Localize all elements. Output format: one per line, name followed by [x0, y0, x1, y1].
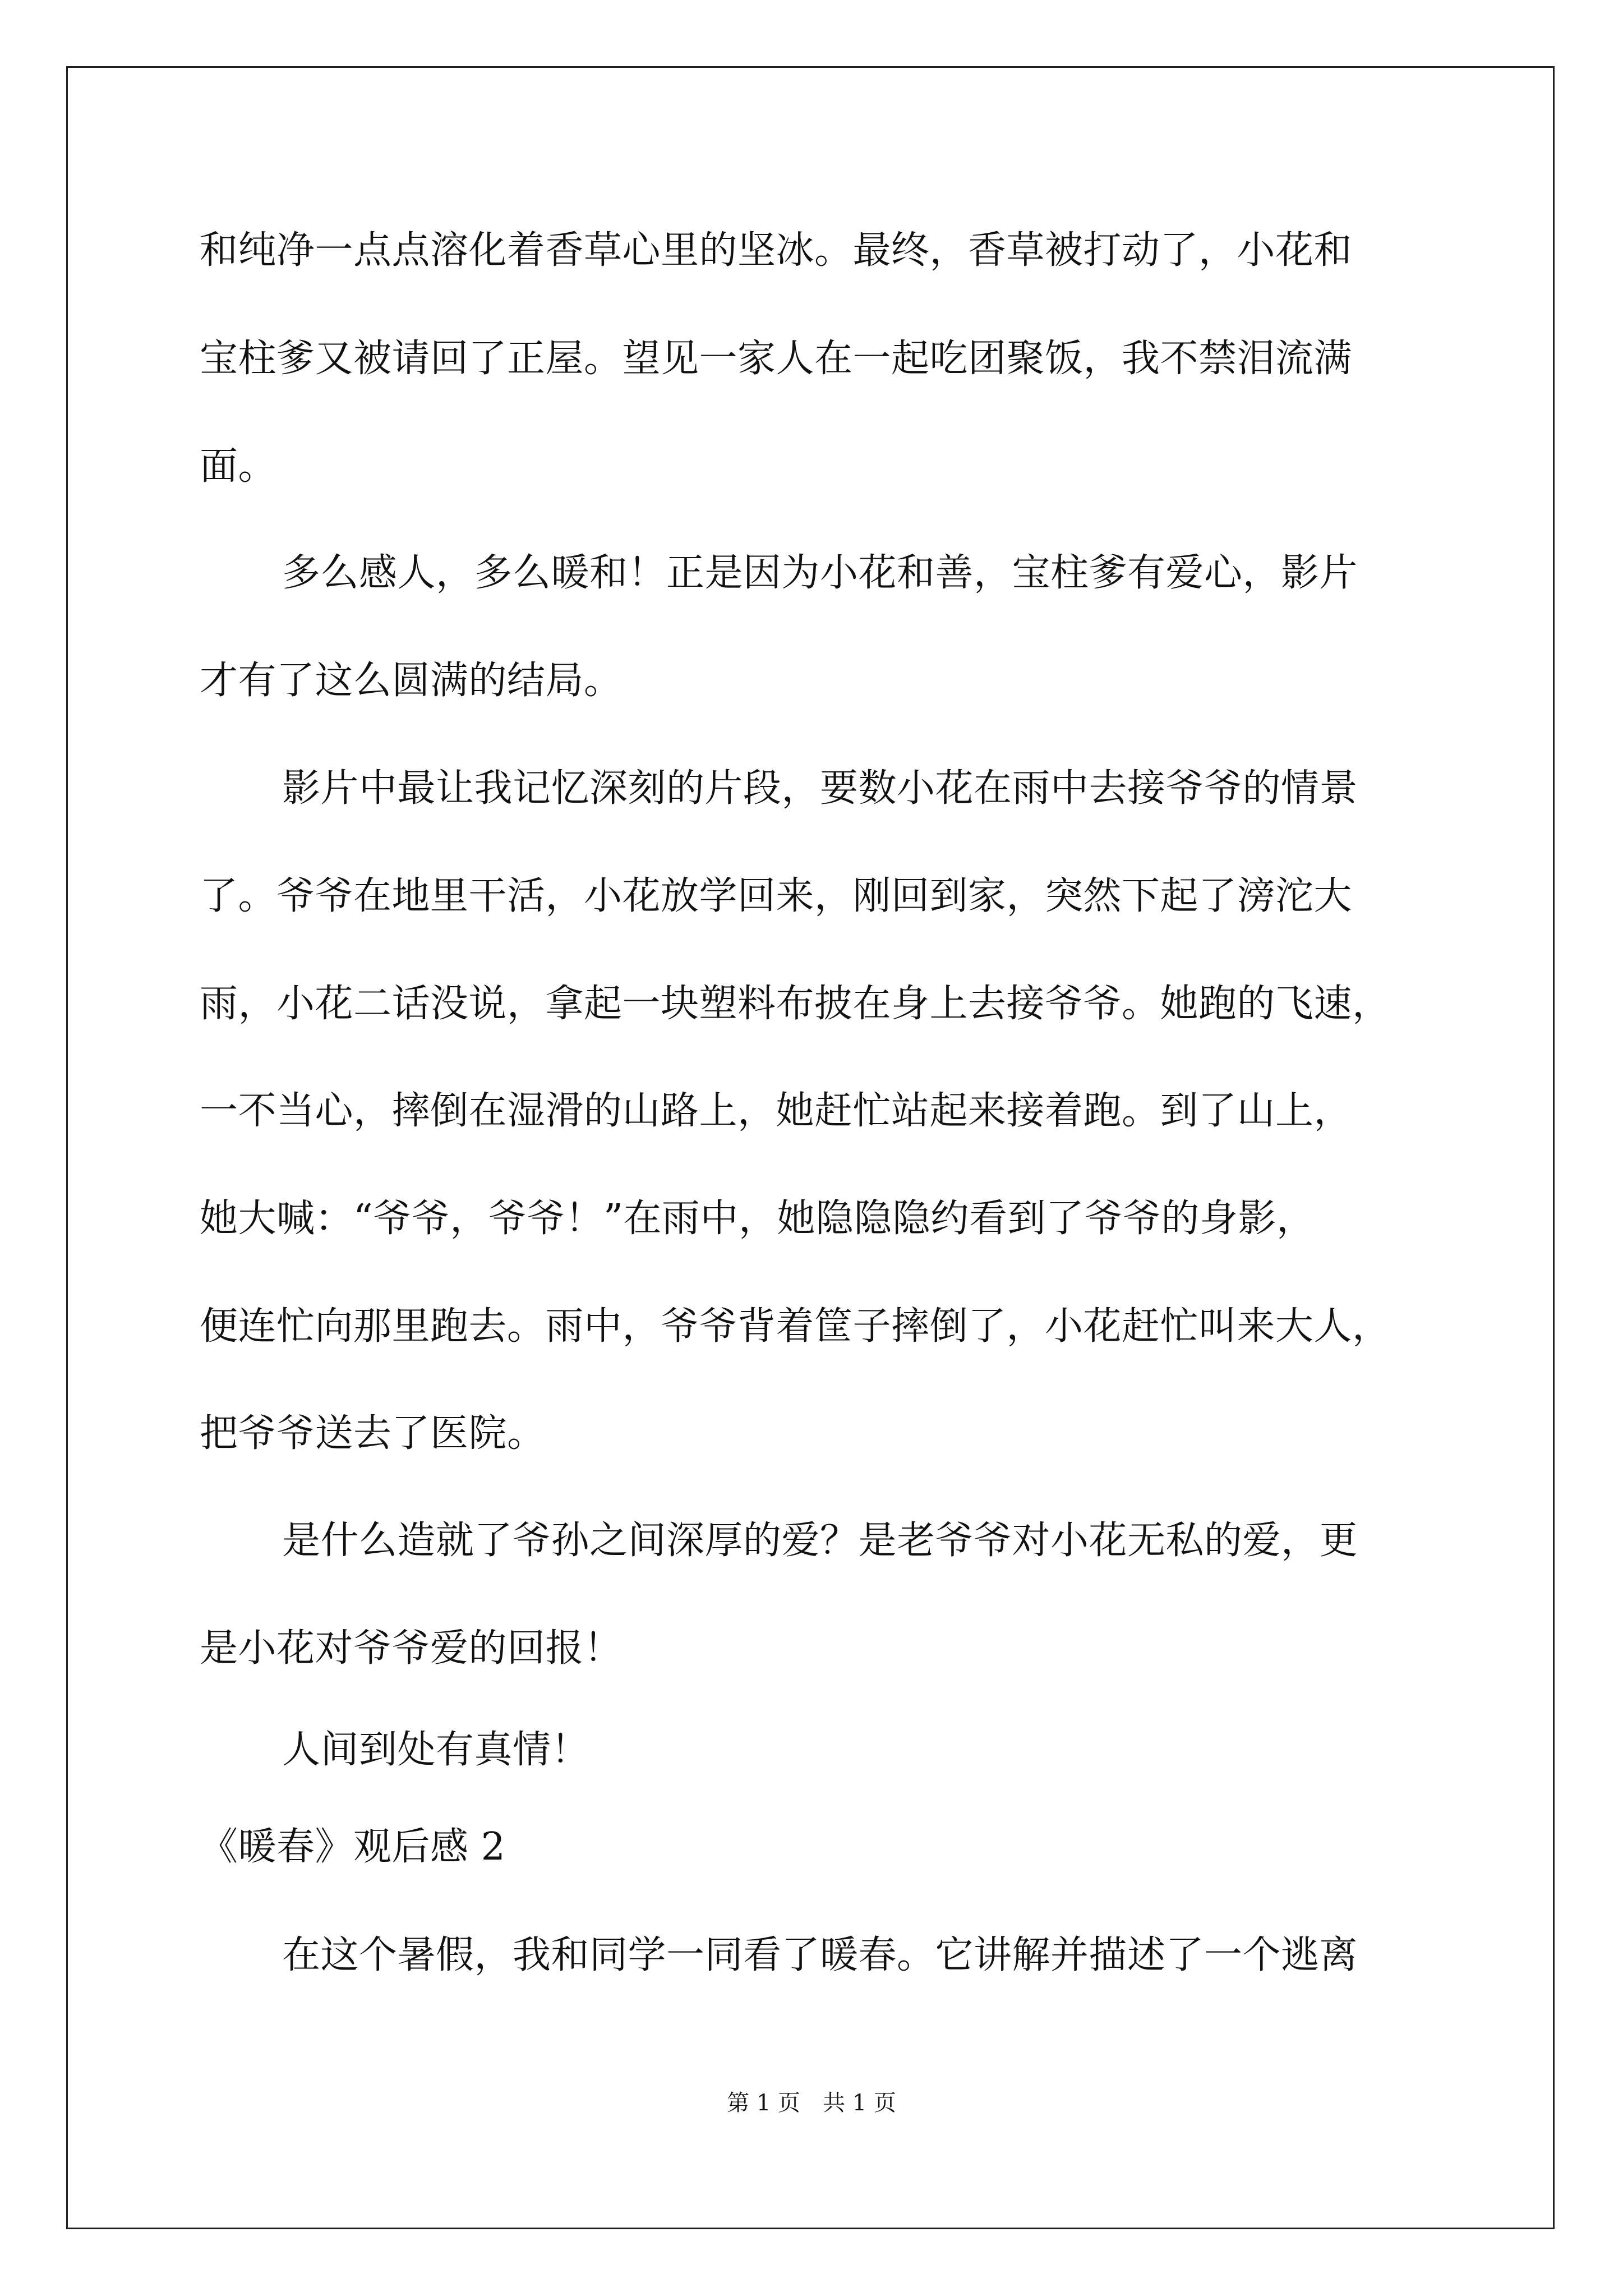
- body-line: 了。爷爷在地里干活，小花放学回来，刚回到家，突然下起了滂沱大: [200, 874, 1353, 918]
- body-line: 一不当心，摔倒在湿滑的山路上，她赶忙站起来接着跑。到了山上，: [200, 1089, 1353, 1133]
- body-line: 面。: [200, 444, 277, 489]
- section-heading: 《暖春》观后感 2: [200, 1825, 506, 1869]
- body-line: 才有了这么圆满的结局。: [200, 659, 623, 703]
- body-line: 便连忙向那里跑去。雨中，爷爷背着筐子摔倒了，小花赶忙叫来大人，: [200, 1304, 1391, 1349]
- page-border: [66, 66, 1555, 2229]
- body-line: 宝柱爹又被请回了正屋。望见一家人在一起吃团聚饭，我不禁泪流满: [200, 337, 1353, 381]
- body-line: 和纯净一点点溶化着香草心里的坚冰。最终，香草被打动了，小花和: [200, 228, 1353, 273]
- body-line: 把爷爷送去了医院。: [200, 1411, 546, 1456]
- body-line: 人间到处有真情！: [282, 1728, 590, 1772]
- body-line: 她大喊：“爷爷，爷爷！”在雨中，她隐隐隐约看到了爷爷的身影，: [200, 1197, 1315, 1241]
- body-line: 影片中最让我记忆深刻的片段，要数小花在雨中去接爷爷的情景: [282, 766, 1358, 811]
- page-footer: 第 1 页 共 1 页: [727, 2090, 896, 2116]
- body-line: 多么感人，多么暖和！正是因为小花和善，宝柱爹有爱心，影片: [282, 551, 1358, 595]
- body-line: 雨，小花二话没说，拿起一块塑料布披在身上去接爷爷。她跑的飞速，: [200, 982, 1391, 1026]
- body-line: 是小花对爷爷爱的回报！: [200, 1626, 623, 1671]
- body-line: 在这个暑假，我和同学一同看了暖春。它讲解并描述了一个逃离: [282, 1933, 1358, 1977]
- body-line: 是什么造就了爷孙之间深厚的爱？是老爷爷对小花无私的爱，更: [282, 1519, 1358, 1563]
